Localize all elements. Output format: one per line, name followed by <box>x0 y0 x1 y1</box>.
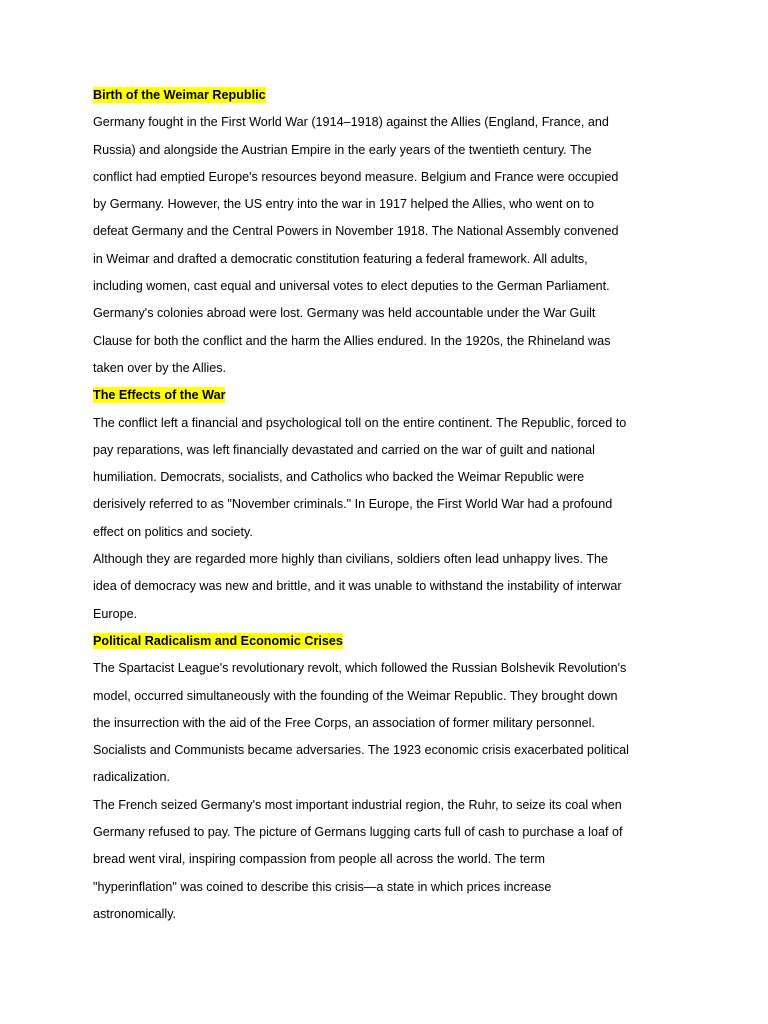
text-line: model, occurred simultaneously with the founding of the Weimar Republic. They brought down <box>93 688 618 703</box>
text-line: Although they are regarded more highly than civilians, soldiers often lead unhappy lives. The <box>93 552 609 567</box>
text-line: Clause for both the conflict and the harm the Allies endured. In the 1920s, the Rhineland was <box>93 333 611 348</box>
paragraph <box>93 655 673 791</box>
text-line: taken over by the Allies. <box>93 360 227 375</box>
text-line: bread went viral, inspiring compassion from people all across the world. The term <box>93 852 545 867</box>
text-line: The conflict left a financial and psychological toll on the entire continent. The Republic, forced to <box>93 415 627 430</box>
text-line: conflict had emptied Europe's resources beyond measure. Belgium and France were occupied <box>93 169 619 184</box>
highlighted-heading-text: Political Radicalism and Economic Crises <box>93 633 343 648</box>
paragraph <box>93 546 673 628</box>
document-body <box>93 82 673 928</box>
paragraph <box>93 792 673 928</box>
text-line: The Spartacist League's revolutionary revolt, which followed the Russian Bolshevik Revolution's <box>93 661 627 676</box>
section-heading <box>93 628 673 655</box>
text-line: humiliation. Democrats, socialists, and Catholics who backed the Weimar Republic were <box>93 470 585 485</box>
section-heading <box>93 82 673 109</box>
text-line: idea of democracy was new and brittle, and it was unable to withstand the instability of interwar <box>93 579 622 594</box>
text-line: Germany refused to pay. The picture of Germans lugging carts full of cash to purchase a loaf of <box>93 825 623 840</box>
text-line: effect on politics and society. <box>93 524 253 539</box>
text-line: astronomically. <box>93 906 177 921</box>
paragraph <box>93 410 673 546</box>
text-line: The French seized Germany's most important industrial region, the Ruhr, to seize its coal when <box>93 797 622 812</box>
text-line: Socialists and Communists became adversaries. The 1923 economic crisis exacerbated political <box>93 743 629 758</box>
text-line: radicalization. <box>93 770 171 785</box>
text-line: Russia) and alongside the Austrian Empire in the early years of the twentieth century. The <box>93 142 592 157</box>
text-line: including women, cast equal and universal votes to elect deputies to the German Parliament. <box>93 279 610 294</box>
text-line: in Weimar and drafted a democratic constitution featuring a federal framework. All adults, <box>93 251 588 266</box>
text-line: Europe. <box>93 606 138 621</box>
text-line: by Germany. However, the US entry into the war in 1917 helped the Allies, who went on to <box>93 197 594 212</box>
text-line: the insurrection with the aid of the Free Corps, an association of former military personnel. <box>93 715 595 730</box>
highlighted-heading-text: Birth of the Weimar Republic <box>93 88 266 102</box>
text-line: defeat Germany and the Central Powers in November 1918. The National Assembly convened <box>93 224 619 239</box>
text-line: pay reparations, was left financially devastated and carried on the war of guilt and national <box>93 442 595 457</box>
text-line: derisively referred to as "November criminals." In Europe, the First World War had a profound <box>93 497 613 512</box>
text-line: Germany's colonies abroad were lost. Germany was held accountable under the War Guilt <box>93 306 596 321</box>
text-line: Germany fought in the First World War (1914–1918) against the Allies (England, France, and <box>93 115 609 130</box>
paragraph <box>93 109 673 382</box>
section-heading <box>93 382 673 409</box>
highlighted-heading-text: The Effects of the War <box>93 388 226 403</box>
text-line: "hyperinflation" was coined to describe this crisis—a state in which prices increase <box>93 879 552 894</box>
